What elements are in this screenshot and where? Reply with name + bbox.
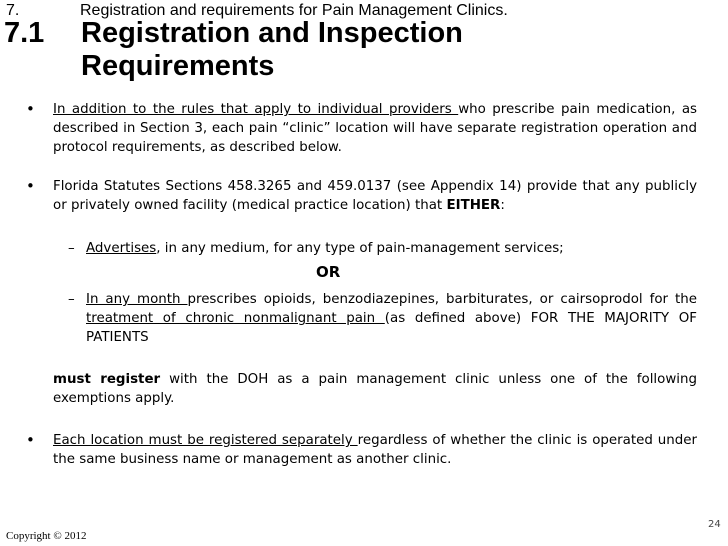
bullet-text-3	[53, 431, 697, 469]
bullet-text-end: :	[500, 198, 505, 213]
title-text: Registration and Inspection Requirements	[81, 17, 463, 82]
underlined-in-any-month: In any month	[86, 292, 188, 307]
must-register-paragraph	[53, 370, 697, 408]
paragraph-rest: with the DOH as a pain management clinic unless one of the following exemptions apply.	[53, 372, 698, 406]
dash-icon: –	[68, 241, 75, 256]
bullet-icon: •	[26, 100, 35, 118]
underlined-advertises: Advertises	[86, 241, 157, 256]
bullet-text-rest: who prescribe pain medication, as described in Section 3, each pain “clinic” location will have separate registration operation and protocol requirements, as described below.	[53, 102, 697, 155]
dash-text-2	[86, 290, 697, 347]
bullet-text-1	[53, 100, 697, 157]
bullet-text-main: Florida Statutes Sections 458.3265 and 459.0137 (see Appendix 14) provide that any publicly or privately owned facility (medical practice location) that	[53, 179, 697, 213]
dash-text-rest: , in any medium, for any type of pain-management services;	[156, 241, 564, 256]
emphasis-must-register: must register	[53, 372, 161, 387]
or-separator: OR	[316, 263, 341, 281]
title-number: 7.1	[4, 17, 45, 49]
underlined-treatment: treatment of chronic nonmalignant pain	[86, 311, 385, 326]
dash-text-part1: prescribes opioids, benzodiazepines, barbiturates, or cairsoprodol for the	[187, 292, 697, 307]
page-number: 24	[708, 519, 721, 530]
copyright-notice: Copyright © 2012	[6, 530, 87, 542]
dash-icon: –	[68, 292, 75, 307]
bullet-icon: •	[26, 431, 35, 449]
underlined-phrase: In addition to the rules that apply to individual providers	[53, 102, 459, 117]
section-number: 7.	[6, 2, 20, 19]
section-title: Registration and requirements for Pain Management Clinics.	[80, 2, 508, 19]
dash-text-1	[86, 239, 697, 258]
dash-text-part2: (as defined above) FOR THE MAJORITY OF PATIENTS	[86, 311, 697, 345]
bullet-icon: •	[26, 177, 35, 195]
bullet-text-2	[53, 177, 697, 215]
underlined-phrase: Each location must be registered separately	[53, 433, 358, 448]
emphasis-either: EITHER	[446, 198, 501, 213]
bullet-text-rest: regardless of whether the clinic is operated under the same business name or management as another clinic.	[53, 433, 698, 467]
